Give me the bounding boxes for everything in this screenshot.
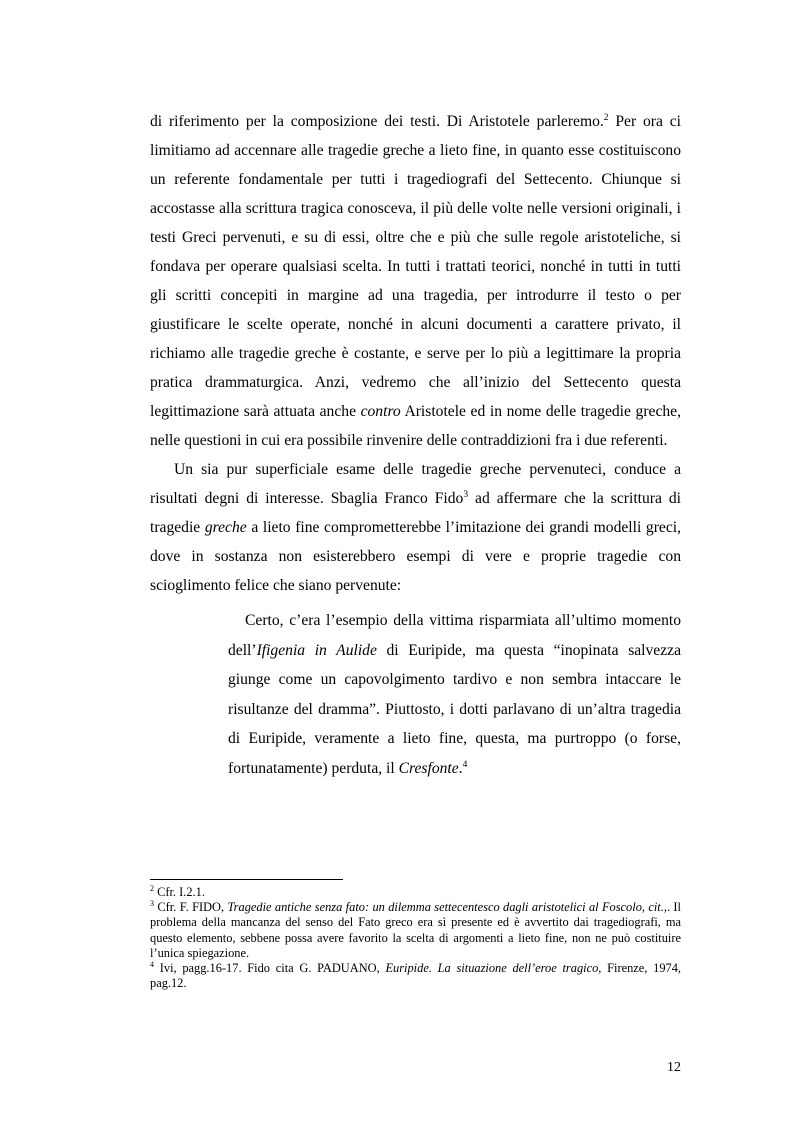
paragraph-1: di riferimento per la composizione dei testi. Di Aristotele parleremo.$^2$ Per ora ci limitiamo ad accennare alle tragedie greche a lieto fine, in quanto esse costituiscono un referente fondamentale per tutti i tragediografi del Settecento. Chiunque si accostasse alla scrittura tragica conosceva, il più delle volte nelle versioni originali, i testi Greci pervenuti, e su di essi, oltre che e più che sulle regole aristoteliche, si fondava per operare qualsiasi scelta. In tutti i trattati teorici, nonché in tutti in tutti gli scritti concepiti in margine ad una tragedia, per introdurre il testo o per giustificare le scelte operate, nonché in alcuni documenti a carattere privato, il richiamo alle tragedie greche è costante, e serve per lo più a legittimare la propria pratica drammaturgica. Anzi, vedremo che all’inizio del Settecento questa legittimazione sarà attuata anche contro Aristotele ed in nome delle tragedie greche, nelle questioni in cui era possibile rinvenire delle contraddizioni fra i due referenti. <box>150 113 681 449</box>
footnote-2: $^2$ Cfr. I.2.1. <box>150 884 205 899</box>
quote-paragraph: Certo, c’era l’esempio della vittima risparmiata all’ultimo momento dell’Ifigenia in Aulide di Euripide, ma questa “inopinata salvezza giunge come un capovolgimento tardivo e non sembra intaccare le risultanze del dramma”. Piuttosto, i dotti parlavano di un’altra tragedia di Euripide, veramente a lieto fine, questa, ma purtroppo (o forse, fortunatamente) perduta, il Cresfonte.$^4$ <box>228 612 681 777</box>
footnote-separator <box>150 879 343 880</box>
paragraph-2: Un sia pur superficiale esame delle tragedie greche pervenuteci, conduce a risultati degni di interesse. Sbaglia Franco Fido$^3$ ad affermare che la scrittura di tragedie greche a lieto fine comprometterebbe l’imitazione dei grandi modelli greci, dove in sostanza non esisterebbero esempi di vere e proprie tragedie con scioglimento felice che siano pervenute: <box>150 461 681 594</box>
footnote-4: $^4$ Ivi, pagg.16-17. Fido cita G. PADUANO, Euripide. La situazione dell’eroe tragico, Firenze, 1974, pag.12. <box>150 960 682 991</box>
footnote-ref-4[interactable]: 4 <box>462 759 468 770</box>
footnote-3: $^3$ Cfr. F. FIDO, Tragedie antiche senza fato: un dilemma settecentesco dagli aristotelici al Foscolo, cit.,. Il problema della mancanza del senso del Fato greco era sì presente ed è avvertito dai tragediografi, ma questo elemento, sebbene possa avere favorito la scelta di argomenti a lieto fine, non ne può costituire l’unica spiegazione. <box>150 899 682 960</box>
footnote-ref-2[interactable]: 2 <box>603 113 609 123</box>
main-text <box>150 107 681 600</box>
block-quote <box>228 606 681 783</box>
footnote-ref-3[interactable]: 3 <box>463 490 469 500</box>
page-number: 12 <box>667 1060 681 1075</box>
footnotes <box>150 885 681 991</box>
